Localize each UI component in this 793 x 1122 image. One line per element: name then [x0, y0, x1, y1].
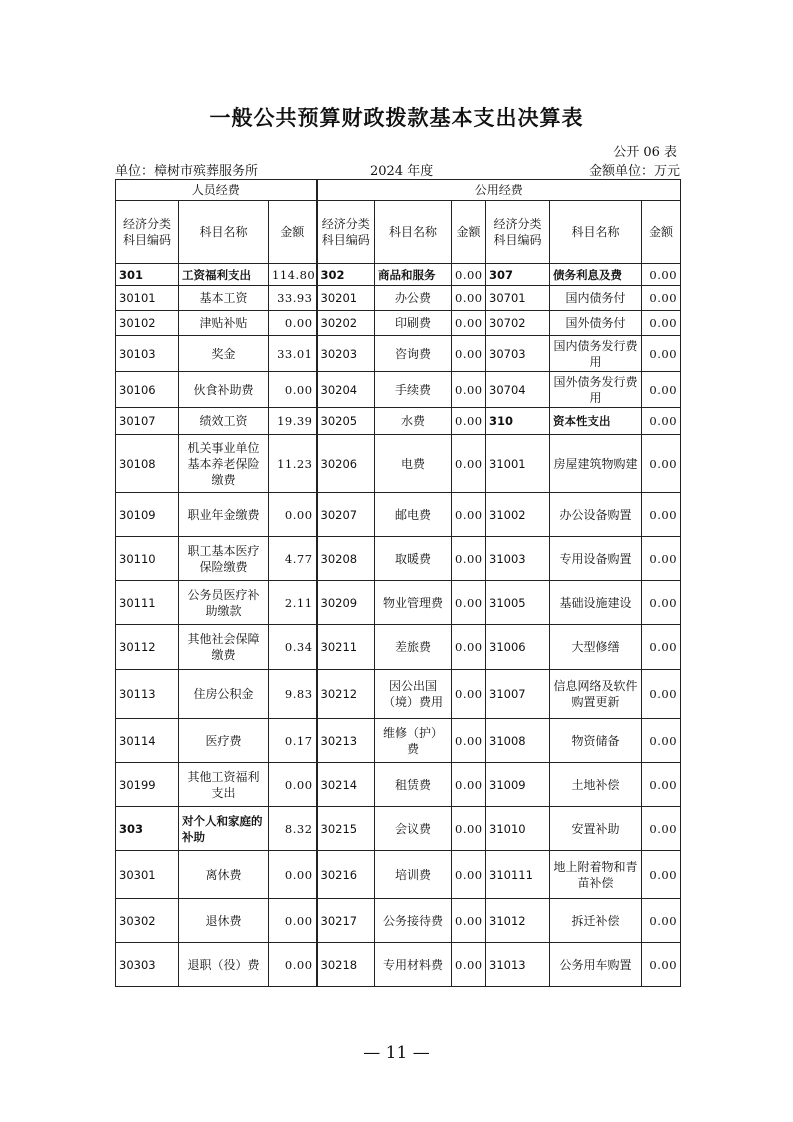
- name-cell: 债务利息及费: [550, 264, 642, 286]
- amount-cell: 0.00: [642, 807, 681, 851]
- header-code-3: 经济分类科目编码: [486, 201, 550, 264]
- code-cell: 30217: [317, 899, 375, 943]
- name-cell: 安置补助: [550, 807, 642, 851]
- name-cell: 职业年金缴费: [179, 493, 269, 537]
- amount-cell: 0.00: [452, 264, 486, 286]
- column-header-row: [116, 201, 681, 264]
- amount-cell: 0.00: [452, 719, 486, 763]
- amount-cell: 0.00: [452, 807, 486, 851]
- amount-cell: 8.32: [269, 807, 317, 851]
- amount-cell: 0.00: [269, 372, 317, 408]
- amount-cell: 0.00: [269, 311, 317, 336]
- table-row: [116, 264, 681, 286]
- code-cell: 30108: [116, 435, 179, 493]
- code-cell: 30204: [317, 372, 375, 408]
- table-row: [116, 372, 681, 408]
- name-cell: 基本工资: [179, 286, 269, 311]
- header-amount-1: 金额: [269, 201, 317, 264]
- name-cell: 对个人和家庭的补助: [179, 807, 269, 851]
- code-cell: 30207: [317, 493, 375, 537]
- code-cell: 30301: [116, 851, 179, 899]
- name-cell: 绩效工资: [179, 408, 269, 435]
- code-cell: 30202: [317, 311, 375, 336]
- code-cell: 30206: [317, 435, 375, 493]
- name-cell: 伙食补助费: [179, 372, 269, 408]
- amount-cell: 0.00: [452, 670, 486, 719]
- amount-cell: 0.00: [642, 625, 681, 670]
- name-cell: 土地补偿: [550, 763, 642, 807]
- code-cell: 30114: [116, 719, 179, 763]
- code-cell: 30213: [317, 719, 375, 763]
- amount-cell: 0.00: [269, 943, 317, 987]
- unit-label: 单位：樟树市殡葬服务所: [115, 164, 259, 179]
- page-title: 一般公共预算财政拨款基本支出决算表: [209, 106, 584, 130]
- amount-cell: 0.00: [452, 763, 486, 807]
- header-code-2: 经济分类科目编码: [317, 201, 375, 264]
- amount-cell: 0.00: [452, 493, 486, 537]
- amount-cell: 0.00: [642, 899, 681, 943]
- year-label: 2024 年度: [370, 164, 434, 179]
- amount-cell: 114.80: [269, 264, 317, 286]
- name-cell: 因公出国（境）费用: [375, 670, 452, 719]
- code-cell: 31003: [486, 537, 550, 581]
- section-public: 公用经费: [317, 180, 681, 201]
- table-row: [116, 581, 681, 625]
- name-cell: 水费: [375, 408, 452, 435]
- name-cell: 资本性支出: [550, 408, 642, 435]
- amount-cell: 0.00: [452, 851, 486, 899]
- code-cell: 30203: [317, 336, 375, 372]
- table-row: [116, 286, 681, 311]
- name-cell: 手续费: [375, 372, 452, 408]
- amount-cell: 0.00: [269, 899, 317, 943]
- amount-cell: 0.00: [642, 719, 681, 763]
- name-cell: 工资福利支出: [179, 264, 269, 286]
- meta-line: [115, 160, 680, 178]
- table-row: [116, 943, 681, 987]
- table-row: [116, 807, 681, 851]
- code-cell: 31006: [486, 625, 550, 670]
- name-cell: 维修（护）费: [375, 719, 452, 763]
- code-cell: 31005: [486, 581, 550, 625]
- amount-cell: 0.00: [642, 336, 681, 372]
- code-cell: 31001: [486, 435, 550, 493]
- code-cell: 30205: [317, 408, 375, 435]
- amount-cell: 33.93: [269, 286, 317, 311]
- name-cell: 差旅费: [375, 625, 452, 670]
- code-cell: 30102: [116, 311, 179, 336]
- name-cell: 国内债务发行费用: [550, 336, 642, 372]
- amount-cell: 0.00: [452, 899, 486, 943]
- name-cell: 印刷费: [375, 311, 452, 336]
- code-cell: 31010: [486, 807, 550, 851]
- code-cell: 30111: [116, 581, 179, 625]
- table-row: [116, 435, 681, 493]
- code-cell: 31008: [486, 719, 550, 763]
- name-cell: 国外债务发行费用: [550, 372, 642, 408]
- name-cell: 商品和服务: [375, 264, 452, 286]
- amount-cell: 0.00: [452, 408, 486, 435]
- name-cell: 职工基本医疗保险缴费: [179, 537, 269, 581]
- header-amount-2: 金额: [452, 201, 486, 264]
- amount-cell: 0.17: [269, 719, 317, 763]
- amount-cell: 0.00: [642, 264, 681, 286]
- code-cell: 30106: [116, 372, 179, 408]
- table-row: [116, 763, 681, 807]
- code-cell: 30110: [116, 537, 179, 581]
- table-row: [116, 625, 681, 670]
- table-row: [116, 311, 681, 336]
- code-cell: 30702: [486, 311, 550, 336]
- name-cell: 其他社会保障缴费: [179, 625, 269, 670]
- amount-cell: 0.00: [642, 408, 681, 435]
- table-row: [116, 537, 681, 581]
- amount-cell: 11.23: [269, 435, 317, 493]
- name-cell: 公务员医疗补助缴款: [179, 581, 269, 625]
- amount-cell: 0.00: [452, 372, 486, 408]
- code-cell: 31009: [486, 763, 550, 807]
- code-cell: 30209: [317, 581, 375, 625]
- table-row: [116, 719, 681, 763]
- code-cell: 31007: [486, 670, 550, 719]
- code-cell: 30107: [116, 408, 179, 435]
- amount-cell: 0.00: [642, 943, 681, 987]
- amount-cell: 2.11: [269, 581, 317, 625]
- code-cell: 30704: [486, 372, 550, 408]
- table-row: [116, 670, 681, 719]
- name-cell: 国内债务付: [550, 286, 642, 311]
- amount-cell: 0.00: [642, 763, 681, 807]
- code-cell: 30215: [317, 807, 375, 851]
- header-name-3: 科目名称: [550, 201, 642, 264]
- name-cell: 邮电费: [375, 493, 452, 537]
- name-cell: 大型修缮: [550, 625, 642, 670]
- code-cell: 301: [116, 264, 179, 286]
- header-code-1: 经济分类科目编码: [116, 201, 179, 264]
- code-cell: 30199: [116, 763, 179, 807]
- name-cell: 基础设施建设: [550, 581, 642, 625]
- amount-cell: 0.00: [642, 537, 681, 581]
- money-unit-label: 金额单位：万元: [588, 164, 680, 179]
- name-cell: 国外债务付: [550, 311, 642, 336]
- code-cell: 302: [317, 264, 375, 286]
- form-number: 公开 06 表: [613, 145, 677, 160]
- name-cell: 离休费: [179, 851, 269, 899]
- name-cell: 地上附着物和青苗补偿: [550, 851, 642, 899]
- amount-cell: 0.00: [642, 372, 681, 408]
- amount-cell: 0.00: [642, 581, 681, 625]
- amount-cell: 0.00: [642, 493, 681, 537]
- name-cell: 取暖费: [375, 537, 452, 581]
- name-cell: 房屋建筑物购建: [550, 435, 642, 493]
- header-name-2: 科目名称: [375, 201, 452, 264]
- amount-cell: 0.00: [642, 435, 681, 493]
- name-cell: 办公设备购置: [550, 493, 642, 537]
- code-cell: 30103: [116, 336, 179, 372]
- code-cell: 30113: [116, 670, 179, 719]
- table-row: [116, 408, 681, 435]
- section-header-row: [116, 180, 681, 201]
- amount-cell: 0.00: [642, 851, 681, 899]
- code-cell: 310: [486, 408, 550, 435]
- name-cell: 会议费: [375, 807, 452, 851]
- code-cell: 31012: [486, 899, 550, 943]
- code-cell: 30701: [486, 286, 550, 311]
- amount-cell: 0.00: [452, 537, 486, 581]
- code-cell: 30212: [317, 670, 375, 719]
- name-cell: 公务接待费: [375, 899, 452, 943]
- amount-cell: 0.00: [642, 670, 681, 719]
- amount-cell: 0.00: [269, 851, 317, 899]
- amount-cell: 0.00: [452, 286, 486, 311]
- code-cell: 307: [486, 264, 550, 286]
- amount-cell: 33.01: [269, 336, 317, 372]
- name-cell: 住房公积金: [179, 670, 269, 719]
- amount-cell: 4.77: [269, 537, 317, 581]
- name-cell: 奖金: [179, 336, 269, 372]
- code-cell: 30201: [317, 286, 375, 311]
- amount-cell: 0.00: [452, 943, 486, 987]
- code-cell: 30218: [317, 943, 375, 987]
- amount-cell: 0.00: [269, 493, 317, 537]
- amount-cell: 0.34: [269, 625, 317, 670]
- code-cell: 30703: [486, 336, 550, 372]
- name-cell: 租赁费: [375, 763, 452, 807]
- section-personnel: 人员经费: [116, 180, 317, 201]
- table-row: [116, 899, 681, 943]
- code-cell: 31002: [486, 493, 550, 537]
- amount-cell: 0.00: [452, 311, 486, 336]
- code-cell: 30214: [317, 763, 375, 807]
- table-row: [116, 493, 681, 537]
- code-cell: 30208: [317, 537, 375, 581]
- name-cell: 物资储备: [550, 719, 642, 763]
- name-cell: 退休费: [179, 899, 269, 943]
- amount-cell: 0.00: [452, 581, 486, 625]
- table-row: [116, 336, 681, 372]
- amount-cell: 0.00: [452, 336, 486, 372]
- page-number: — 11 —: [363, 1043, 430, 1063]
- amount-cell: 0.00: [642, 311, 681, 336]
- name-cell: 津贴补贴: [179, 311, 269, 336]
- name-cell: 退职（役）费: [179, 943, 269, 987]
- expenditure-table: [115, 179, 681, 987]
- code-cell: 31013: [486, 943, 550, 987]
- name-cell: 物业管理费: [375, 581, 452, 625]
- amount-cell: 0.00: [269, 763, 317, 807]
- code-cell: 303: [116, 807, 179, 851]
- name-cell: 专用设备购置: [550, 537, 642, 581]
- code-cell: 30112: [116, 625, 179, 670]
- name-cell: 机关事业单位基本养老保险缴费: [179, 435, 269, 493]
- name-cell: 信息网络及软件购置更新: [550, 670, 642, 719]
- name-cell: 拆迁补偿: [550, 899, 642, 943]
- amount-cell: 0.00: [642, 286, 681, 311]
- code-cell: 310111: [486, 851, 550, 899]
- name-cell: 培训费: [375, 851, 452, 899]
- code-cell: 30216: [317, 851, 375, 899]
- name-cell: 咨询费: [375, 336, 452, 372]
- name-cell: 医疗费: [179, 719, 269, 763]
- code-cell: 30109: [116, 493, 179, 537]
- code-cell: 30211: [317, 625, 375, 670]
- name-cell: 公务用车购置: [550, 943, 642, 987]
- amount-cell: 0.00: [452, 625, 486, 670]
- code-cell: 30303: [116, 943, 179, 987]
- name-cell: 专用材料费: [375, 943, 452, 987]
- amount-cell: 0.00: [452, 435, 486, 493]
- table-row: [116, 851, 681, 899]
- amount-cell: 9.83: [269, 670, 317, 719]
- header-amount-3: 金额: [642, 201, 681, 264]
- name-cell: 办公费: [375, 286, 452, 311]
- name-cell: 电费: [375, 435, 452, 493]
- code-cell: 30101: [116, 286, 179, 311]
- amount-cell: 19.39: [269, 408, 317, 435]
- code-cell: 30302: [116, 899, 179, 943]
- header-name-1: 科目名称: [179, 201, 269, 264]
- name-cell: 其他工资福利支出: [179, 763, 269, 807]
